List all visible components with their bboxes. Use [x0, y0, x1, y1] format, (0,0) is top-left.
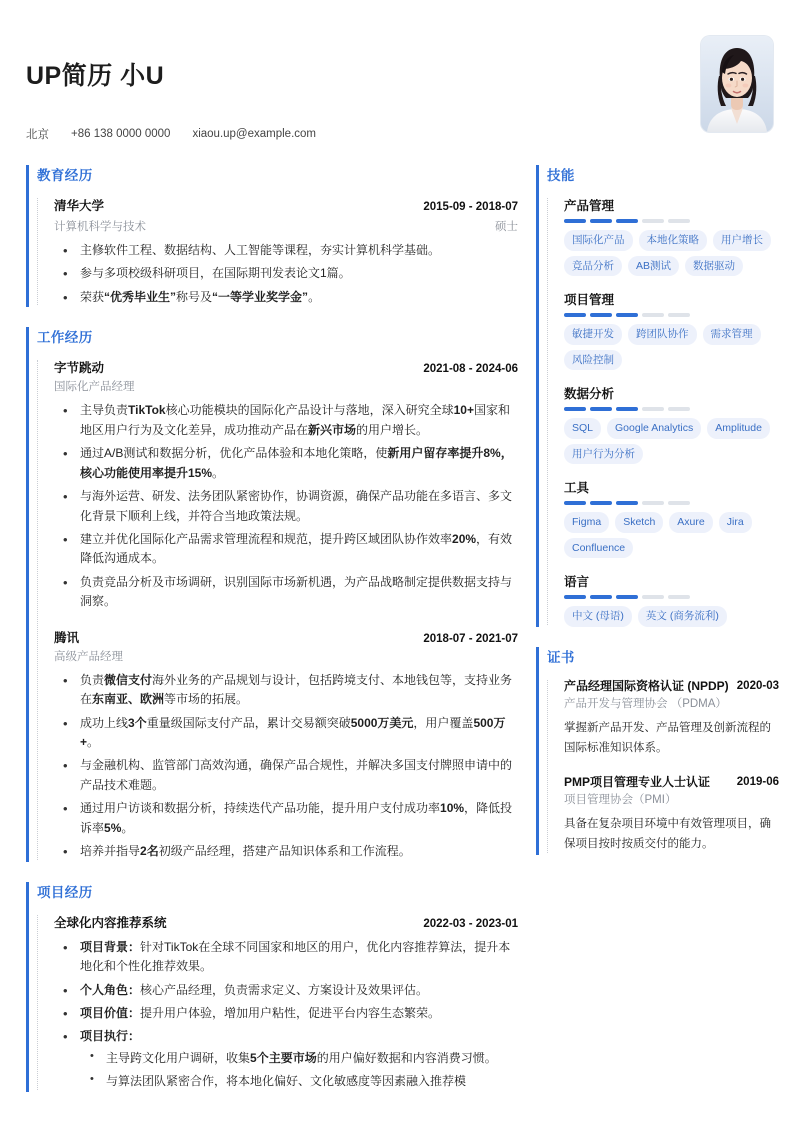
- entry-org: 腾讯: [54, 630, 80, 645]
- header-left: [26, 36, 316, 142]
- skill-level-meter: [564, 219, 779, 223]
- entry-bullets: [54, 671, 518, 862]
- nested-bullet-item: [80, 1049, 518, 1068]
- bullet-text: 项目执行：: [80, 1029, 141, 1044]
- bullet-text: 与算法团队紧密合作，将本地化偏好、文化敏感度等因素融入推荐模: [106, 1074, 467, 1089]
- section-title-work: 工作经历: [37, 330, 93, 346]
- bullet-item: [54, 938, 518, 977]
- work-entry: [54, 628, 518, 862]
- bullet-text: 建立并优化国际化产品需求管理流程和规范，提升跨区域团队协作效率20%，有效降低沟通成本。: [80, 531, 513, 566]
- section-skills: [536, 164, 779, 627]
- entry-role: 高级产品经理: [54, 650, 123, 663]
- bullet-text: 负责微信支付海外业务的产品规划与设计，包括跨境支付、本地钱包等，支持业务在东南亚、欧洲等市场的拓展。: [80, 672, 513, 707]
- resume-header: [26, 22, 773, 142]
- bullet-item: [54, 401, 518, 440]
- bullet-item: [54, 756, 518, 795]
- skill-tag: Sketch: [615, 512, 663, 533]
- skill-level-segment: [668, 501, 690, 505]
- entry-bullets: [54, 401, 518, 611]
- bullet-text: 主导负责TikTok核心功能模块的国际化产品设计与落地，深入研究全球10+国家和地区用户行为及文化差异，成功推动产品在新兴市场的用户增长。: [80, 403, 510, 437]
- bullet-text: 通过用户访谈和数据分析，持续迭代产品功能，提升用户支付成功率10%，降低投诉率5%。: [80, 801, 513, 835]
- skill-tag: 跨团队协作: [628, 324, 697, 345]
- skill-level-segment: [590, 407, 612, 411]
- bullet-text: 项目价值：提升用户体验，增加用户粘性，促进平台内容生态繁荣。: [80, 1005, 441, 1020]
- entry-date: 2022-03 - 2023-01: [423, 917, 518, 930]
- skill-level-meter: [564, 313, 779, 317]
- certificate-item: [564, 774, 779, 855]
- section-education: [26, 164, 518, 307]
- left-column: [26, 164, 518, 1111]
- avatar: [701, 36, 773, 132]
- skill-level-segment: [642, 407, 664, 411]
- certificate-list: [564, 678, 779, 855]
- skill-tag: 需求管理: [703, 324, 761, 345]
- skill-tag: SQL: [564, 418, 601, 439]
- entry-org: 字节跳动: [54, 361, 105, 376]
- bullet-item: [54, 487, 518, 526]
- bullet-text: 成功上线3个重量级国际支付产品，累计交易额突破5000万美元，用户覆盖500万+。: [80, 715, 506, 749]
- bullet-text: 与金融机构、监管部门高效沟通，确保产品合规性，并解决多国支付牌照申请中的产品技术难题。: [80, 758, 513, 792]
- skill-group: [564, 196, 779, 276]
- bullet-item: [54, 530, 518, 569]
- skill-tag: 本地化策略: [639, 230, 708, 251]
- bullet-item: [54, 1004, 518, 1023]
- section-title-certificates: 证书: [547, 649, 575, 665]
- section-body-certificates: [547, 678, 779, 855]
- skill-level-segment: [642, 501, 664, 505]
- bullet-text: 主修软件工程、数据结构、人工智能等课程，夯实计算机科学基础。: [80, 243, 441, 257]
- skill-level-segment: [590, 219, 612, 223]
- section-certificates: [536, 646, 779, 855]
- certificate-date: 2020-03: [736, 679, 779, 692]
- entry-role: 国际化产品经理: [54, 381, 135, 394]
- skill-tag: Figma: [564, 512, 609, 533]
- entry-header-row: [54, 196, 518, 214]
- skill-group: [564, 384, 779, 464]
- skill-tag: AB测试: [628, 256, 679, 277]
- work-entry: [54, 358, 518, 611]
- bullet-item: [54, 573, 518, 612]
- skill-level-segment: [590, 501, 612, 505]
- entry-bullets: [54, 938, 518, 1092]
- page-title: UP简历 小U: [26, 62, 165, 90]
- portrait-photo-icon: [701, 36, 773, 132]
- right-column: [536, 164, 779, 874]
- certificate-date: 2019-06: [736, 775, 779, 788]
- skill-tag-list: [564, 606, 779, 627]
- skill-group-name: 语言: [564, 575, 590, 589]
- entry-header-row: [54, 913, 518, 931]
- section-work: [26, 326, 518, 861]
- skill-tag: 英文 (商务流利): [638, 606, 727, 627]
- skill-level-segment: [616, 407, 638, 411]
- section-body-projects: [37, 913, 518, 1092]
- bullet-item: [54, 1027, 518, 1091]
- bullet-text: 负责竞品分析及市场调研，识别国际市场新机遇，为产品战略制定提供数据支持与洞察。: [80, 574, 513, 609]
- section-projects: [26, 881, 518, 1092]
- bullet-item: [54, 288, 518, 307]
- skill-level-meter: [564, 501, 779, 505]
- skill-level-segment: [616, 313, 638, 317]
- section-body-work: [37, 358, 518, 861]
- entry-header-row: [54, 628, 518, 646]
- skill-tag: 竞品分析: [564, 256, 622, 277]
- nested-bullets: [80, 1049, 518, 1092]
- skill-level-segment: [668, 313, 690, 317]
- skill-tag: 用户行为分析: [564, 444, 643, 465]
- education-entry: [54, 196, 518, 307]
- bullet-text: 参与多项校级科研项目，在国际期刊发表论文1篇。: [80, 266, 351, 281]
- bullet-text: 荣获“优秀毕业生”称号及“一等学业奖学金”。: [80, 289, 321, 304]
- certificate-description: 具备在复杂项目环境中有效管理项目，确保项目按时按质交付的能力。: [564, 818, 771, 851]
- skill-tag: 数据驱动: [685, 256, 743, 277]
- skill-level-segment: [668, 219, 690, 223]
- skill-level-segment: [564, 219, 586, 223]
- section-title-skills: 技能: [547, 168, 575, 183]
- entry-date: 2018-07 - 2021-07: [423, 632, 518, 645]
- skill-tag-list: [564, 230, 779, 276]
- bullet-text: 与海外运营、研发、法务团队紧密协作，协调资源，确保产品功能在多语言、多文化背景下顺利上线，并符合当地政策法规。: [80, 489, 513, 523]
- skill-level-segment: [668, 407, 690, 411]
- skill-level-segment: [668, 595, 690, 599]
- skill-group: [564, 572, 779, 627]
- entry-org: 清华大学: [54, 199, 105, 213]
- skill-level-segment: [642, 219, 664, 223]
- skill-group: [564, 478, 779, 558]
- skill-tag: 敏捷开发: [564, 324, 622, 345]
- skill-group-list: [564, 196, 779, 627]
- skill-tag-list: [564, 418, 779, 464]
- skill-group-name: 数据分析: [564, 387, 615, 401]
- skill-tag: Google Analytics: [607, 418, 701, 439]
- skill-level-segment: [616, 501, 638, 505]
- bullet-item: [54, 241, 518, 260]
- entry-header-row: [54, 358, 518, 376]
- skill-level-segment: [564, 501, 586, 505]
- skill-level-segment: [590, 595, 612, 599]
- certificate-title: 2019-06 PMP项目管理专业人士认证: [564, 774, 779, 789]
- skill-level-segment: [642, 595, 664, 599]
- bullet-text: 个人角色：核心产品经理，负责需求定义、方案设计及效果评估。: [80, 982, 429, 997]
- skill-tag: 风险控制: [564, 350, 622, 371]
- resume-columns: [26, 164, 779, 1111]
- skill-level-segment: [616, 595, 638, 599]
- skill-group-name: 工具: [564, 481, 590, 495]
- skill-tag: Jira: [719, 512, 752, 533]
- bullet-text: 通过A/B测试和数据分析，优化产品体验和本地化策略，使新用户留存率提升8%，核心功能使用率提升15%。: [80, 446, 513, 480]
- skill-level-segment: [564, 595, 586, 599]
- skill-level-segment: [590, 313, 612, 317]
- skill-tag: Amplitude: [707, 418, 770, 439]
- section-title-projects: 项目经历: [37, 884, 93, 900]
- certificate-title: 2020-03 产品经理国际资格认证 (NPDP): [564, 678, 779, 693]
- skill-tag-list: [564, 512, 779, 558]
- bullet-text: 主导跨文化用户调研，收集5个主要市场的用户偏好数据和内容消费习惯。: [106, 1050, 497, 1065]
- section-body-education: [37, 196, 518, 307]
- entry-project-name: 全球化内容推荐系统: [54, 915, 167, 930]
- skill-tag: 中文 (母语): [564, 606, 632, 627]
- skill-level-meter: [564, 595, 779, 599]
- contact-location: 北京: [26, 129, 49, 141]
- certificate-org: 项目管理协会（PMI）: [564, 793, 677, 806]
- skill-tag: 国际化产品: [564, 230, 633, 251]
- bullet-text: 培养并指导2名初级产品经理，搭建产品知识体系和工作流程。: [80, 844, 411, 859]
- entry-sub-row: [54, 216, 518, 234]
- skill-tag: Confluence: [564, 538, 633, 559]
- nested-bullet-item: [80, 1072, 518, 1091]
- skill-level-segment: [616, 219, 638, 223]
- section-title-education: 教育经历: [37, 168, 93, 183]
- bullet-item: [54, 799, 518, 838]
- skill-group: [564, 290, 779, 370]
- bullet-item: [54, 714, 518, 753]
- section-body-skills: [547, 196, 779, 627]
- entry-major: 计算机科学与技术: [54, 221, 146, 233]
- skill-tag-list: [564, 324, 779, 370]
- bullet-item: [54, 264, 518, 283]
- skill-group-name: 项目管理: [564, 293, 615, 307]
- bullet-text: 项目背景：针对TikTok在全球不同国家和地区的用户，优化内容推荐算法，提升本地化和个性化推荐效果。: [80, 939, 511, 974]
- certificate-description: 掌握新产品开发、产品管理及创新流程的国际标准知识体系。: [564, 722, 771, 754]
- skill-group-name: 产品管理: [564, 199, 615, 213]
- contact-email: xiaou.up@example.com: [192, 128, 316, 140]
- bullet-item: [54, 981, 518, 1000]
- bullet-item: [54, 444, 518, 483]
- entry-date: 2021-08 - 2024-06: [423, 363, 518, 376]
- project-entry: [54, 913, 518, 1092]
- contact-phone: +86 138 0000 0000: [71, 128, 171, 140]
- contact-line: [26, 126, 316, 142]
- skill-level-segment: [564, 313, 586, 317]
- skill-tag: 用户增长: [713, 230, 771, 251]
- skill-level-segment: [564, 407, 586, 411]
- skill-level-meter: [564, 407, 779, 411]
- bullet-item: [54, 671, 518, 710]
- entry-date: 2015-09 - 2018-07: [423, 201, 518, 213]
- certificate-org: 产品开发与管理协会 （PDMA）: [564, 697, 727, 710]
- bullet-item: [54, 842, 518, 861]
- certificate-item: [564, 678, 779, 759]
- skill-tag: Axure: [669, 512, 712, 533]
- entry-degree: 硕士: [495, 221, 518, 233]
- entry-bullets: [54, 241, 518, 307]
- skill-level-segment: [642, 313, 664, 317]
